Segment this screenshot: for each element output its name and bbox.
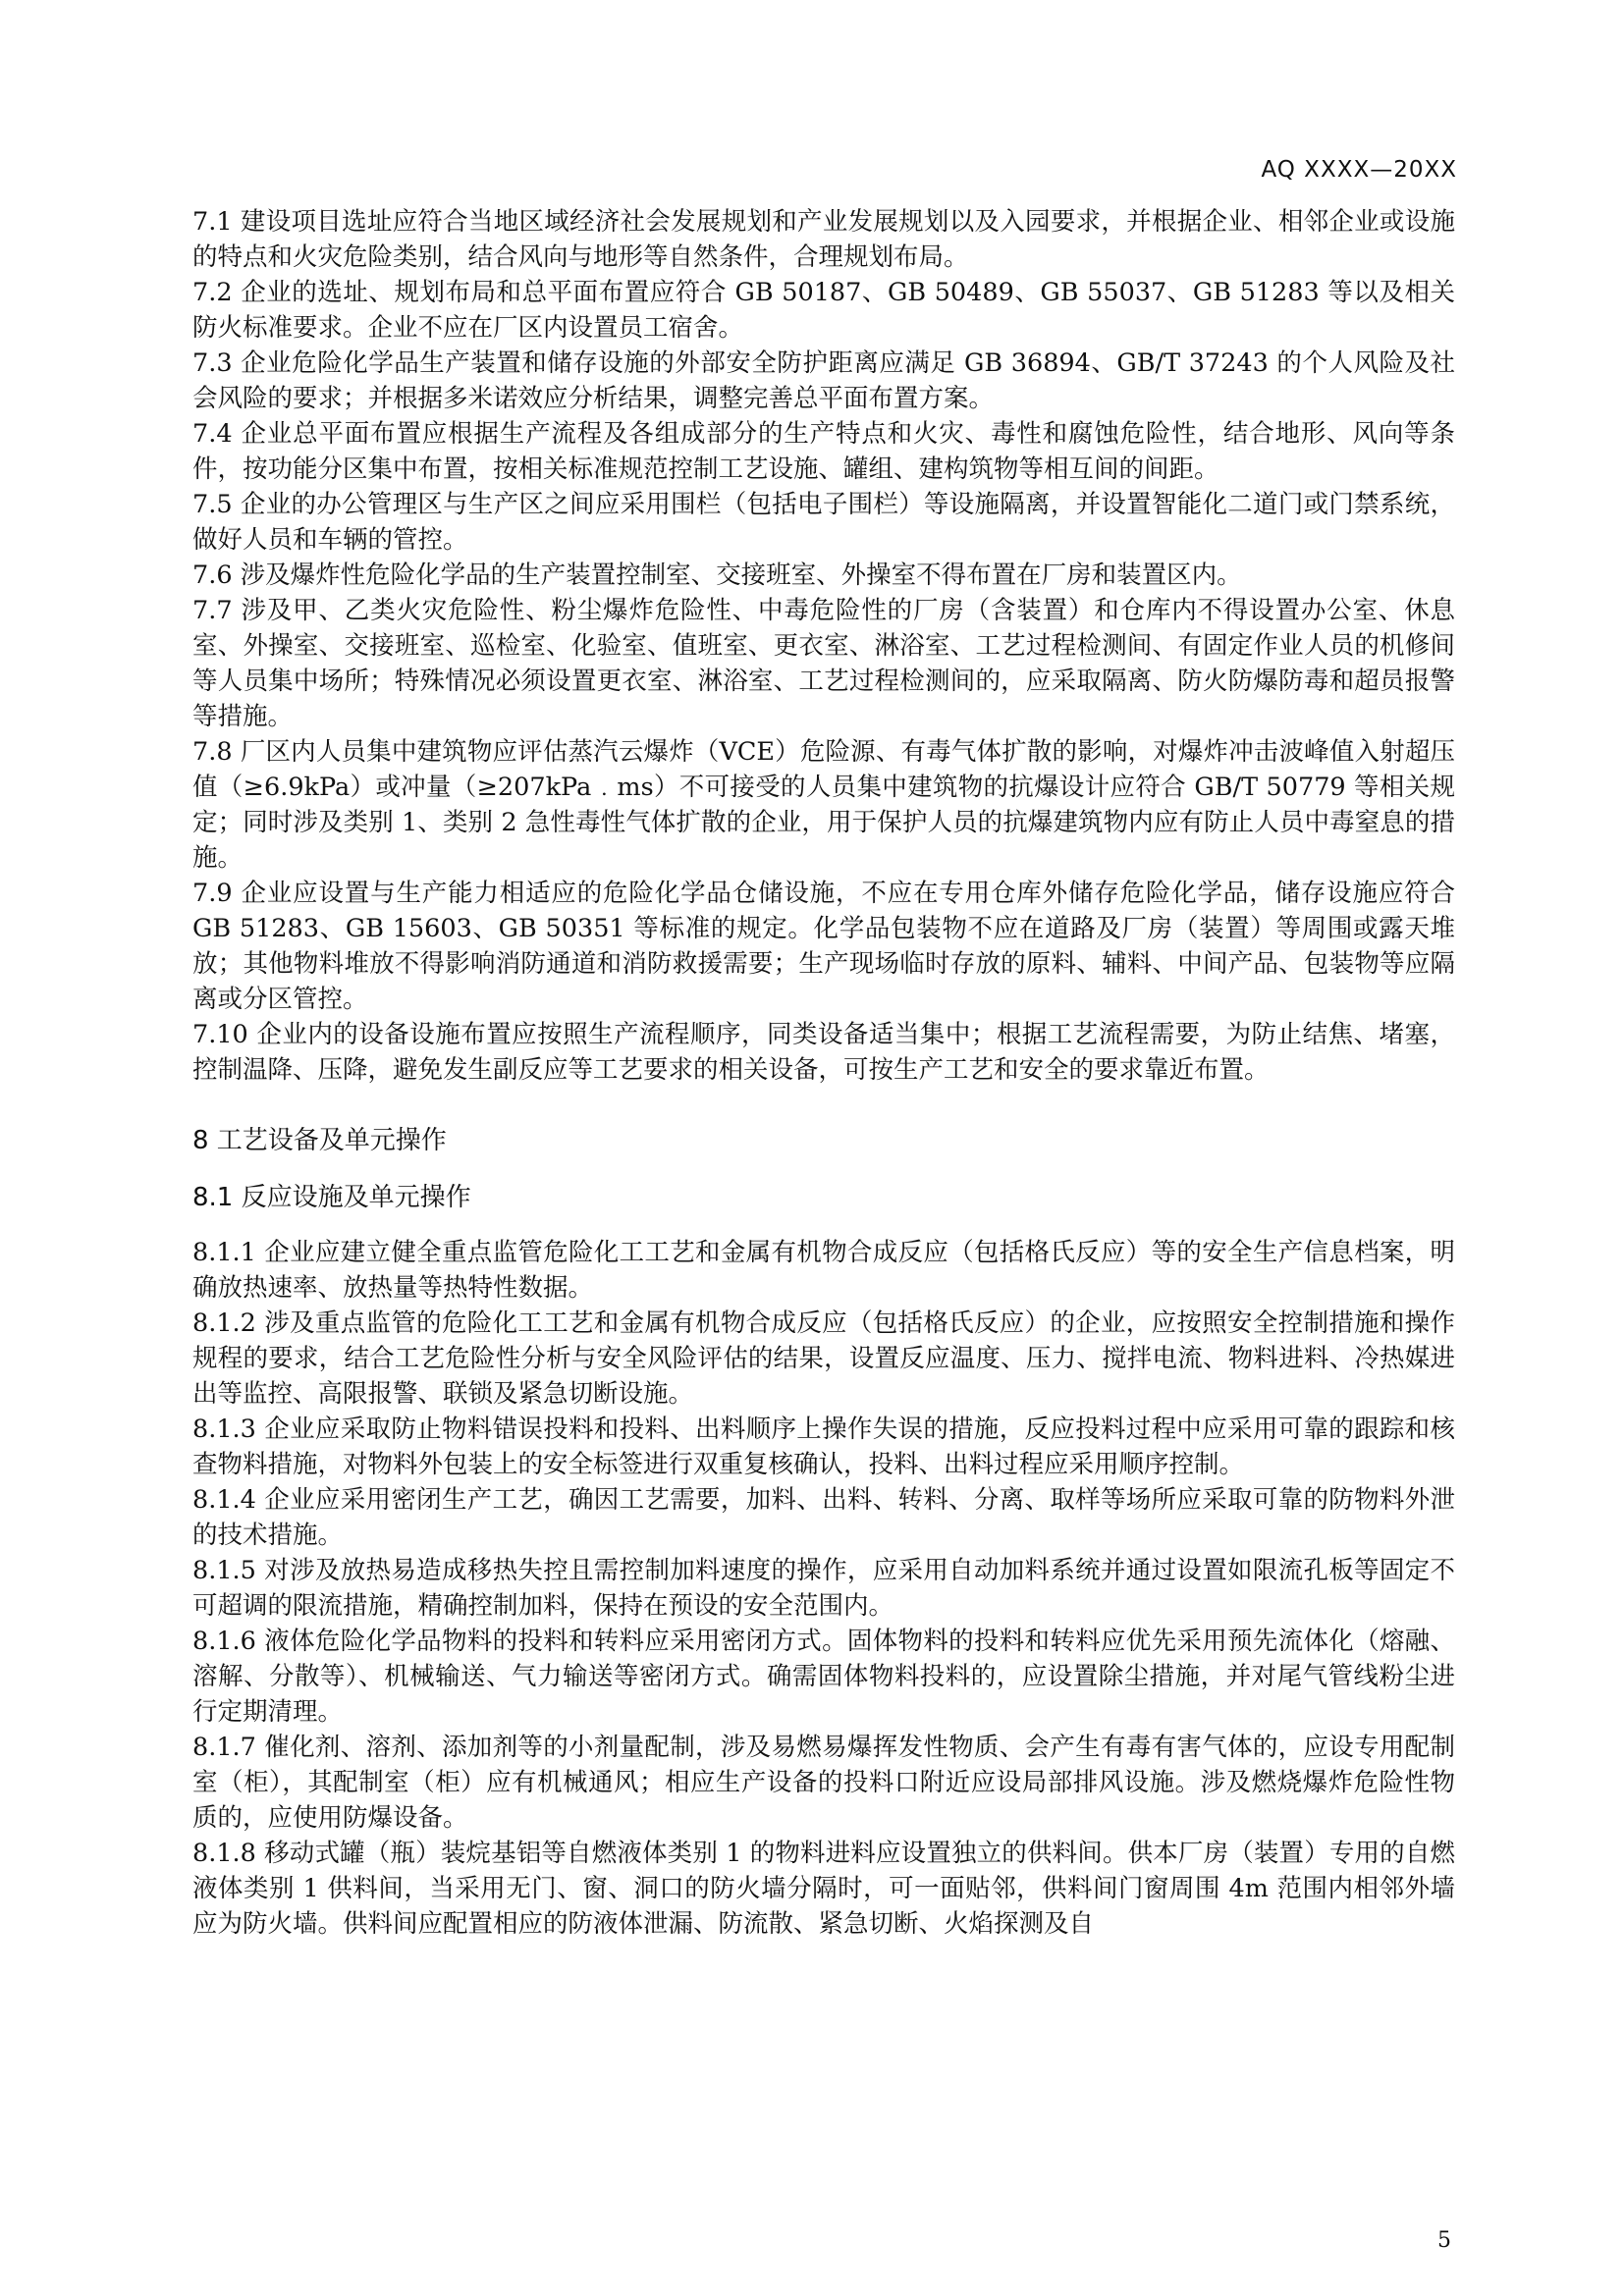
clause-8-1-4: 8.1.4 企业应采用密闭生产工艺，确因工艺需要，加料、出料、转料、分离、取样等场所应采取可靠的防物料外泄的技术措施。 xyxy=(192,1485,1455,1550)
page-number: 5 xyxy=(1437,2228,1451,2253)
document-body xyxy=(192,204,1455,1942)
section-8-heading: 8 工艺设备及单元操作 xyxy=(192,1126,447,1155)
clause-8-1-7: 8.1.7 催化剂、溶剂、添加剂等的小剂量配制，涉及易燃易爆挥发性物质、会产生有毒有害气体的，应设专用配制室（柜），其配制室（柜）应有机械通风；相应生产设备的投料口附近应设局部排风设施。涉及燃烧爆炸危险性物质的，应使用防爆设备。 xyxy=(192,1733,1455,1833)
clause-7-5: 7.5 企业的办公管理区与生产区之间应采用围栏（包括电子围栏）等设施隔离，并设置智能化二道门或门禁系统，做好人员和车辆的管控。 xyxy=(192,490,1455,555)
clause-8-1-5: 8.1.5 对涉及放热易造成移热失控且需控制加料速度的操作，应采用自动加料系统并通过设置如限流孔板等固定不可超调的限流措施，精确控制加料，保持在预设的安全范围内。 xyxy=(192,1556,1455,1621)
clause-8-1-6: 8.1.6 液体危险化学品物料的投料和转料应采用密闭方式。固体物料的投料和转料应优先采用预先流体化（熔融、溶解、分散等）、机械输送、气力输送等密闭方式。确需固体物料投料的，应设置除尘措施，并对尾气管线粉尘进行定期清理。 xyxy=(192,1627,1455,1727)
clause-7-1: 7.1 建设项目选址应符合当地区域经济社会发展规划和产业发展规划以及入园要求，并根据企业、相邻企业或设施的特点和火灾危险类别，结合风向与地形等自然条件，合理规划布局。 xyxy=(192,207,1455,272)
clause-7-7: 7.7 涉及甲、乙类火灾危险性、粉尘爆炸危险性、中毒危险性的厂房（含装置）和仓库内不得设置办公室、休息室、外操室、交接班室、巡检室、化验室、值班室、更衣室、淋浴室、工艺过程检测间、有固定作业人员的机修间等人员集中场所；特殊情况必须设置更衣室、淋浴室、工艺过程检测间的，应采取隔离、防火防爆防毒和超员报警等措施。 xyxy=(192,596,1455,731)
clause-7-10: 7.10 企业内的设备设施布置应按照生产流程顺序，同类设备适当集中；根据工艺流程需要，为防止结焦、堵塞，控制温降、压降，避免发生副反应等工艺要求的相关设备，可按生产工艺和安全的要求靠近布置。 xyxy=(192,1020,1455,1085)
clause-7-3: 7.3 企业危险化学品生产装置和储存设施的外部安全防护距离应满足 GB 36894、GB/T 37243 的个人风险及社会风险的要求；并根据多米诺效应分析结果，调整完善总平面布置方案。 xyxy=(192,348,1455,413)
clause-8-1-8: 8.1.8 移动式罐（瓶）装烷基铝等自燃液体类别 1 的物料进料应设置独立的供料间。供本厂房（装置）专用的自燃液体类别 1 供料间，当采用无门、窗、洞口的防火墙分隔时，可一面贴邻，供料间门窗周围 4m 范围内相邻外墙应为防火墙。供料间应配置相应的防液体泄漏、防流散、紧急切断、火焰探测及自 xyxy=(192,1839,1455,1939)
document-code-header: AQ XXXX—20XX xyxy=(1261,157,1457,183)
clause-7-8: 7.8 厂区内人员集中建筑物应评估蒸汽云爆炸（VCE）危险源、有毒气体扩散的影响，对爆炸冲击波峰值入射超压值（≥6.9kPa）或冲量（≥207kPa﹒ms）不可接受的人员集中建筑物的抗爆设计应符合 GB/T 50779 等相关规定；同时涉及类别 1、类别 2 急性毒性气体扩散的企业，用于保护人员的抗爆建筑物内应有防止人员中毒窒息的措施。 xyxy=(192,737,1455,873)
clause-7-2: 7.2 企业的选址、规划布局和总平面布置应符合 GB 50187、GB 50489、GB 55037、GB 51283 等以及相关防火标准要求。企业不应在厂区内设置员工宿舍。 xyxy=(192,278,1455,343)
clause-8-1-3: 8.1.3 企业应采取防止物料错误投料和投料、出料顺序上操作失误的措施，反应投料过程中应采用可靠的跟踪和核查物料措施，对物料外包装上的安全标签进行双重复核确认，投料、出料过程应采用顺序控制。 xyxy=(192,1415,1455,1479)
clause-8-1-1: 8.1.1 企业应建立健全重点监管危险化工工艺和金属有机物合成反应（包括格氏反应）等的安全生产信息档案，明确放热速率、放热量等热特性数据。 xyxy=(192,1238,1455,1303)
clause-7-9: 7.9 企业应设置与生产能力相适应的危险化学品仓储设施，不应在专用仓库外储存危险化学品，储存设施应符合 GB 51283、GB 15603、GB 50351 等标准的规定。化学品包装物不应在道路及厂房（装置）等周围或露天堆放；其他物料堆放不得影响消防通道和消防救援需要；生产现场临时存放的原料、辅料、中间产品、包装物等应隔离或分区管控。 xyxy=(192,879,1455,1014)
clause-7-6: 7.6 涉及爆炸性危险化学品的生产装置控制室、交接班室、外操室不得布置在厂房和装置区内。 xyxy=(192,561,1242,590)
clause-7-4: 7.4 企业总平面布置应根据生产流程及各组成部分的生产特点和火灾、毒性和腐蚀危险性，结合地形、风向等条件，按功能分区集中布置，按相关标准规范控制工艺设施、罐组、建构筑物等相互间的间距。 xyxy=(192,419,1455,484)
section-8-1-heading: 8.1 反应设施及单元操作 xyxy=(192,1183,471,1212)
clause-8-1-2: 8.1.2 涉及重点监管的危险化工工艺和金属有机物合成反应（包括格氏反应）的企业，应按照安全控制措施和操作规程的要求，结合工艺危险性分析与安全风险评估的结果，设置反应温度、压力、搅拌电流、物料进料、冷热媒进出等监控、高限报警、联锁及紧急切断设施。 xyxy=(192,1308,1455,1409)
